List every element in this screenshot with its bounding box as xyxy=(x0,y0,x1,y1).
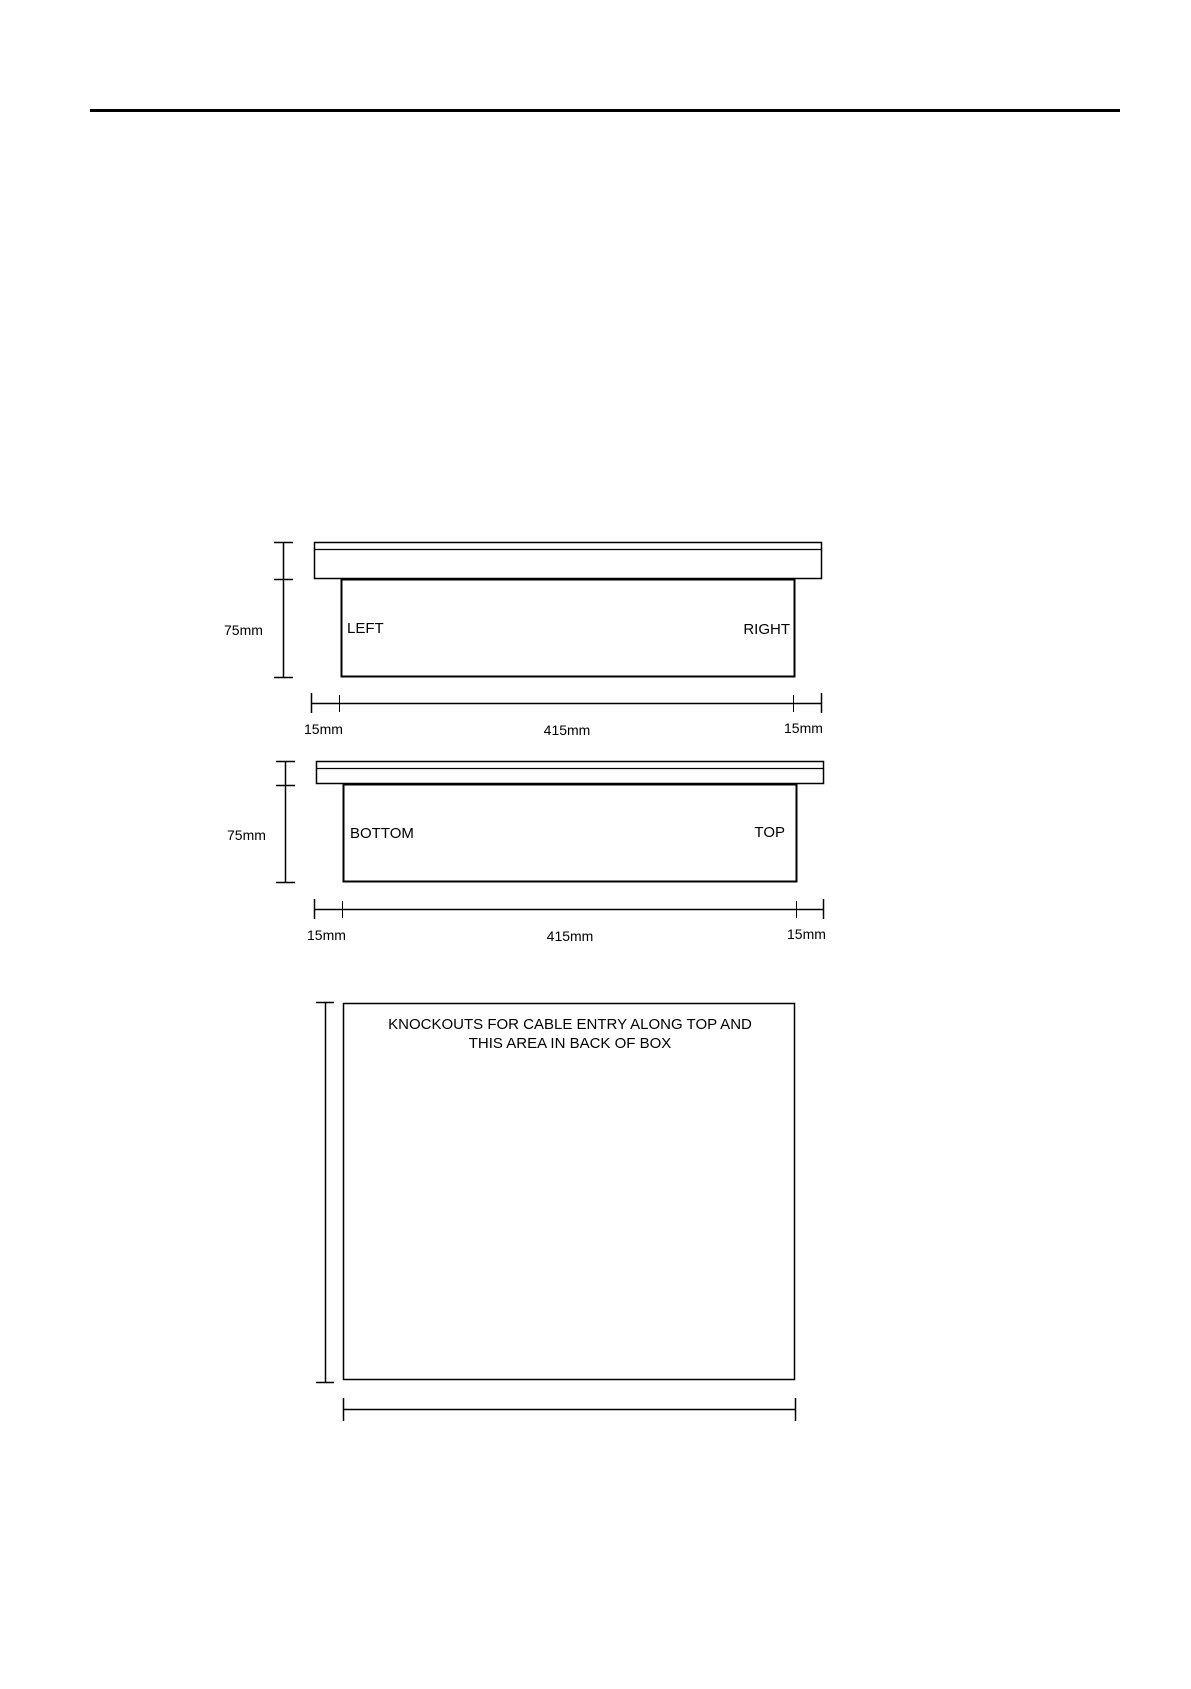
side-label-left: LEFT xyxy=(347,620,384,637)
height-label: 75mm xyxy=(224,622,263,638)
left-margin-label: 15mm xyxy=(304,721,343,737)
back-height-dimension xyxy=(316,1002,334,1383)
side-view-1 xyxy=(224,542,823,738)
flange-outline xyxy=(315,543,822,579)
side-label-left: BOTTOM xyxy=(350,825,414,842)
back-width-dimension xyxy=(343,1398,796,1421)
width-label: 415mm xyxy=(543,722,591,738)
flange-outline xyxy=(317,762,824,784)
height-label: 75mm xyxy=(227,827,266,843)
right-margin-label: 15mm xyxy=(784,720,823,736)
left-margin-label: 15mm xyxy=(307,927,346,943)
knockout-note-line-2: THIS AREA IN BACK OF BOX xyxy=(468,1035,672,1052)
side-view-2 xyxy=(227,761,826,944)
width-label: 415mm xyxy=(546,928,594,944)
height-dimension xyxy=(276,761,295,883)
side-label-right: RIGHT xyxy=(743,621,790,638)
knockout-note-line-1: KNOCKOUTS FOR CABLE ENTRY ALONG TOP AND xyxy=(388,1016,752,1033)
right-margin-label: 15mm xyxy=(787,926,826,942)
width-dimension xyxy=(315,899,825,919)
width-dimension xyxy=(312,693,822,713)
height-dimension xyxy=(274,542,293,678)
side-label-right: TOP xyxy=(754,824,785,841)
back-panel xyxy=(344,1004,795,1380)
box-body xyxy=(342,580,795,677)
back-view xyxy=(316,1002,796,1421)
